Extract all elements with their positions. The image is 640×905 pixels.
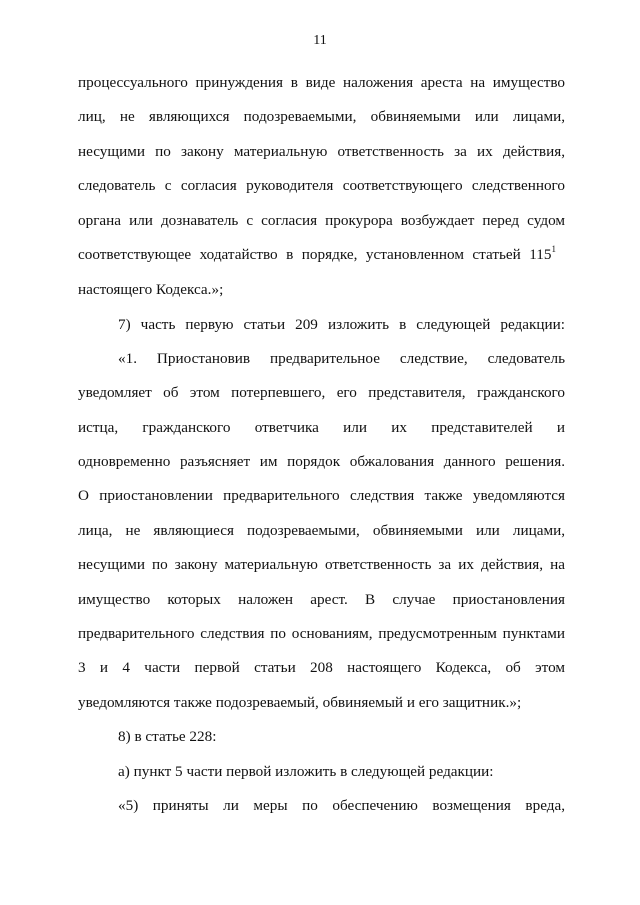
text-line-7: настоящего Кодекса.»;: [78, 281, 224, 298]
item-7-heading: 7) часть первую статьи 209 изложить в следующей редакции:: [118, 316, 565, 333]
text-line-4: следователь с согласия руководителя соответствующего следственного: [78, 177, 565, 194]
quote-line-8: имущество которых наложен арест. В случае приостановления: [78, 591, 565, 608]
quote-line-2: уведомляет об этом потерпевшего, его представителя, гражданского: [78, 384, 565, 401]
page-number: 11: [313, 33, 327, 48]
quote-line-1: «1. Приостановив предварительное следствие, следователь: [118, 350, 565, 367]
quote-line-6: лица, не являющиеся подозреваемыми, обвиняемыми или лицами,: [78, 522, 565, 539]
quote-line-3: истца, гражданского ответчика или их представителей и: [78, 419, 565, 436]
text-line-2: лиц, не являющихся подозреваемыми, обвиняемыми или лицами,: [78, 108, 565, 125]
subitem-a-line: а) пункт 5 части первой изложить в следующей редакции:: [118, 763, 494, 780]
item-8-heading: 8) в статье 228:: [118, 728, 217, 745]
text-line-3: несущими по закону материальную ответственность за их действия,: [78, 143, 565, 160]
quote-5-line: «5) приняты ли меры по обеспечению возмещения вреда,: [118, 797, 565, 814]
text-line-1: процессуального принуждения в виде наложения ареста на имущество: [78, 74, 565, 91]
quote-line-9: предварительного следствия по основаниям, предусмотренным пунктами: [78, 625, 565, 642]
quote-line-10: 3 и 4 части первой статьи 208 настоящего Кодекса, об этом: [78, 659, 565, 676]
text-line-6: [78, 246, 556, 264]
quote-line-11: уведомляются также подозреваемый, обвиняемый и его защитник.»;: [78, 694, 522, 711]
superscript-mark: 1: [551, 244, 556, 254]
text-line-5: органа или дознаватель с согласия прокурора возбуждает перед судом: [78, 212, 565, 229]
quote-line-4: одновременно разъясняет им порядок обжалования данного решения.: [78, 453, 565, 470]
quote-line-5: О приостановлении предварительного следствия также уведомляются: [78, 487, 565, 504]
quote-line-7: несущими по закону материальную ответственность за их действия, на: [78, 556, 565, 573]
text-line-6-body: соответствующее ходатайство в порядке, установленном статьей 115: [78, 246, 552, 263]
